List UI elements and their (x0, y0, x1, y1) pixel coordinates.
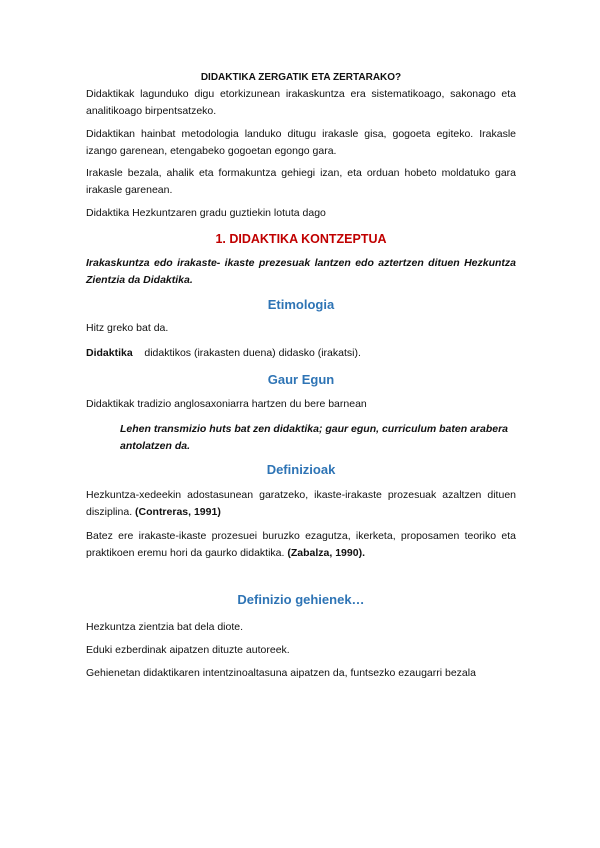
citation-contreras: (Contreras, 1991) (135, 505, 221, 518)
gaur-egun-quote: Lehen transmizio huts bat zen didaktika; gaur egun, curriculum baten arabera antolatzen da. (120, 423, 508, 452)
gehienek-item-3: Gehienetan didaktikaren intentzinoaltasuna aipatzen da, funtsezko ezaugarri bezala (86, 667, 476, 679)
term-didaktika: Didaktika (86, 347, 133, 359)
definition-contreras-text: Hezkuntza-xedeekin adostasunean garatzeko, ikaste-irakaste prozesuak azaltzen dituen disziplina. (86, 489, 516, 518)
heading-definizio-gehienek: Definizio gehienek… (237, 592, 365, 607)
gehienek-item-1: Hezkuntza zientzia bat dela diote. (86, 621, 244, 633)
citation-zabalza: (Zabalza, 1990). (287, 546, 365, 559)
etimologia-line: Hitz greko bat da. (86, 322, 169, 334)
definition-contreras (86, 487, 516, 520)
etimologia-parts: didaktikos (irakasten duena) didasko (irakatsi). (144, 347, 361, 359)
heading-etimologia: Etimologia (267, 297, 335, 312)
page-title: DIDAKTIKA ZERGATIK ETA ZERTARAKO? (200, 72, 402, 83)
intro-paragraph-2: Didaktikan hainbat metodologia landuko ditugu irakasle gisa, gogoeta egiteko. Irakasle izango garenean, etengabeko gogoetan egongo gara. (86, 128, 516, 157)
etimologia-terms (86, 345, 516, 362)
intro-paragraph-4: Didaktika Hezkuntzaren gradu guztiekin lotuta dago (86, 207, 326, 219)
intro-paragraph-1: Didaktikak lagunduko digu etorkizunean irakaskuntza era sistematikoago, sakonago eta analitikoago birpentsatzeko. (86, 88, 516, 117)
definition-zabalza-text: Batez ere irakaste-ikaste prozesuei buruzko ezagutza, ikerketa, proposamen teoriko eta praktikoen eremu hori da gaurko didaktika. (86, 530, 516, 559)
didaktika-definition: Irakaskuntza edo irakaste- ikaste prezesuak lantzen edo aztertzen dituen Hezkuntza Zientzia da Didaktika. (86, 257, 516, 286)
gehienek-item-2: Eduki ezberdinak aipatzen dituzte autoreek. (86, 644, 290, 656)
intro-paragraph-3: Irakasle bezala, ahalik eta formakuntza gehiegi izan, eta orduan hobeto moldatuko gara irakasle garenean. (86, 167, 516, 196)
definition-zabalza (86, 528, 516, 561)
heading-definizioak: Definizioak (266, 462, 336, 477)
heading-gaur-egun: Gaur Egun (267, 372, 335, 387)
gaur-egun-line: Didaktikak tradizio anglosaxoniarra hartzen du bere barnean (86, 398, 367, 410)
section-heading-didaktika-kontzeptua: 1. DIDAKTIKA KONTZEPTUA (215, 232, 387, 246)
